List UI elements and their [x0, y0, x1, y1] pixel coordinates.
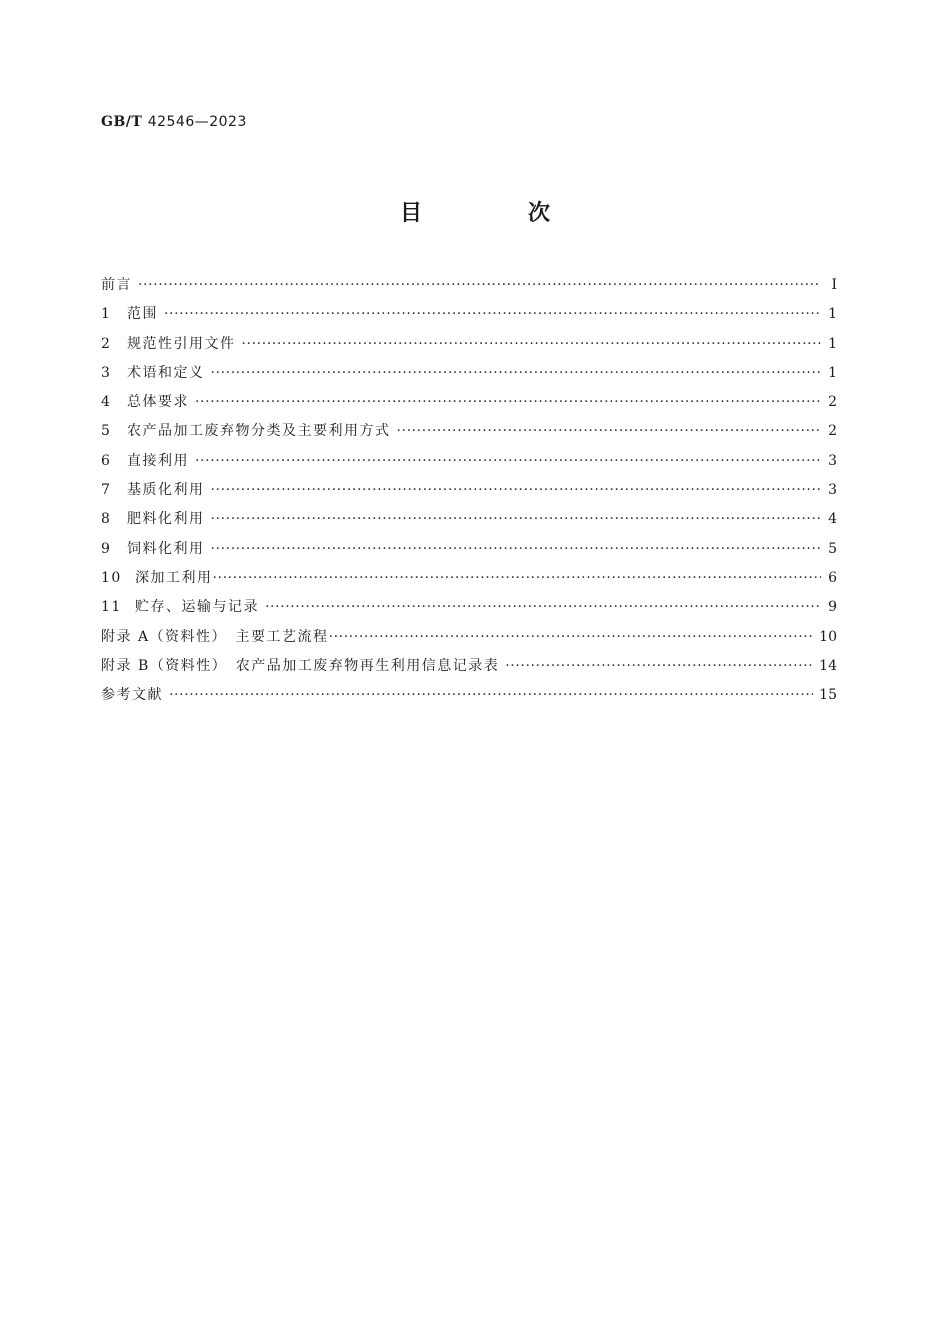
standard-prefix: GB/T [101, 114, 143, 130]
dot-leader [211, 365, 822, 381]
toc-entry-label: 农产品加工废弃物分类及主要利用方式 [127, 423, 391, 440]
toc-entry-page: 15 [819, 687, 837, 704]
toc-entry-label: 贮存、运输与记录 [135, 599, 259, 616]
dot-leader [195, 394, 821, 410]
toc-entry-label: 参考文献 [101, 687, 163, 704]
dot-leader [213, 570, 822, 586]
toc-entry-9[interactable] [101, 538, 837, 567]
toc-entry-appendix-b[interactable] [101, 655, 837, 684]
toc-entry-label: 附录 B（资料性） 农产品加工废弃物再生利用信息记录表 [101, 657, 500, 674]
toc-entry-label: 前言 [101, 277, 132, 293]
toc-entry-page: 3 [828, 482, 837, 499]
toc-entry-number: 10 [101, 569, 122, 586]
toc-entry-1[interactable] [101, 303, 837, 332]
toc-entry-5[interactable] [101, 420, 837, 449]
toc-entry-page: 6 [828, 569, 837, 586]
toc-entry-page: 14 [819, 657, 837, 674]
toc-entry-number: 5 [101, 423, 112, 440]
toc-entry-number: 9 [101, 540, 112, 557]
toc-entry-number: 6 [101, 452, 112, 469]
dot-leader [265, 599, 821, 615]
toc-entry-number: 11 [101, 599, 122, 616]
toc-entry-page: Ⅰ [831, 277, 837, 293]
toc-entry-label: 基质化利用 [127, 482, 205, 499]
standard-number: 42546—2023 [147, 114, 247, 130]
toc-entry-number: 4 [101, 394, 112, 411]
toc-entry-4[interactable] [101, 391, 837, 420]
toc-entry-number: 1 [101, 306, 112, 323]
toc-entry-page: 1 [828, 335, 837, 352]
dot-leader [329, 629, 814, 645]
dot-leader [211, 511, 822, 527]
toc-entry-number: 8 [101, 511, 112, 528]
dot-leader [169, 687, 813, 703]
toc-entry-page: 1 [828, 306, 837, 323]
dot-leader [505, 658, 813, 674]
toc-entry-page: 4 [828, 511, 837, 528]
toc-entry-8[interactable] [101, 508, 837, 537]
toc-entry-number: 7 [101, 482, 112, 499]
toc-entry-page: 1 [828, 364, 837, 381]
toc-entry-7[interactable] [101, 479, 837, 508]
toc-entry-foreword[interactable] [101, 274, 837, 303]
toc-entry-references[interactable] [101, 684, 837, 713]
toc-entry-2[interactable] [101, 333, 837, 362]
toc-entry-page: 2 [828, 423, 837, 440]
toc-entry-label: 深加工利用 [135, 569, 213, 586]
toc-entry-3[interactable] [101, 362, 837, 391]
toc-entry-label: 总体要求 [127, 394, 189, 411]
dot-leader [138, 277, 821, 293]
toc-entry-number: 3 [101, 364, 112, 381]
toc-entry-page: 5 [828, 540, 837, 557]
dot-leader [242, 336, 822, 352]
toc-entry-label: 直接利用 [127, 452, 189, 469]
toc-entry-11[interactable] [101, 596, 837, 625]
toc-entry-page: 3 [828, 452, 837, 469]
dot-leader [164, 306, 821, 322]
dot-leader [397, 423, 822, 439]
toc-entry-label: 饲料化利用 [127, 540, 205, 557]
toc-entry-page: 10 [819, 628, 837, 645]
toc-entry-label: 术语和定义 [127, 364, 205, 381]
toc-entry-number: 2 [101, 335, 112, 352]
toc-entry-appendix-a[interactable] [101, 626, 837, 655]
toc-entry-label: 附录 A（资料性） 主要工艺流程 [101, 628, 329, 645]
toc-entry-10[interactable] [101, 567, 837, 596]
standard-code [101, 114, 247, 130]
table-of-contents [101, 274, 837, 713]
dot-leader [211, 541, 822, 557]
dot-leader [211, 482, 822, 498]
toc-entry-label: 肥料化利用 [127, 511, 205, 528]
dot-leader [195, 453, 821, 469]
toc-entry-label: 范围 [127, 306, 158, 323]
toc-entry-page: 2 [828, 394, 837, 411]
toc-entry-6[interactable] [101, 450, 837, 479]
toc-entry-label: 规范性引用文件 [127, 335, 236, 352]
toc-title: 目 次 [399, 201, 592, 226]
toc-entry-page: 9 [828, 599, 837, 616]
